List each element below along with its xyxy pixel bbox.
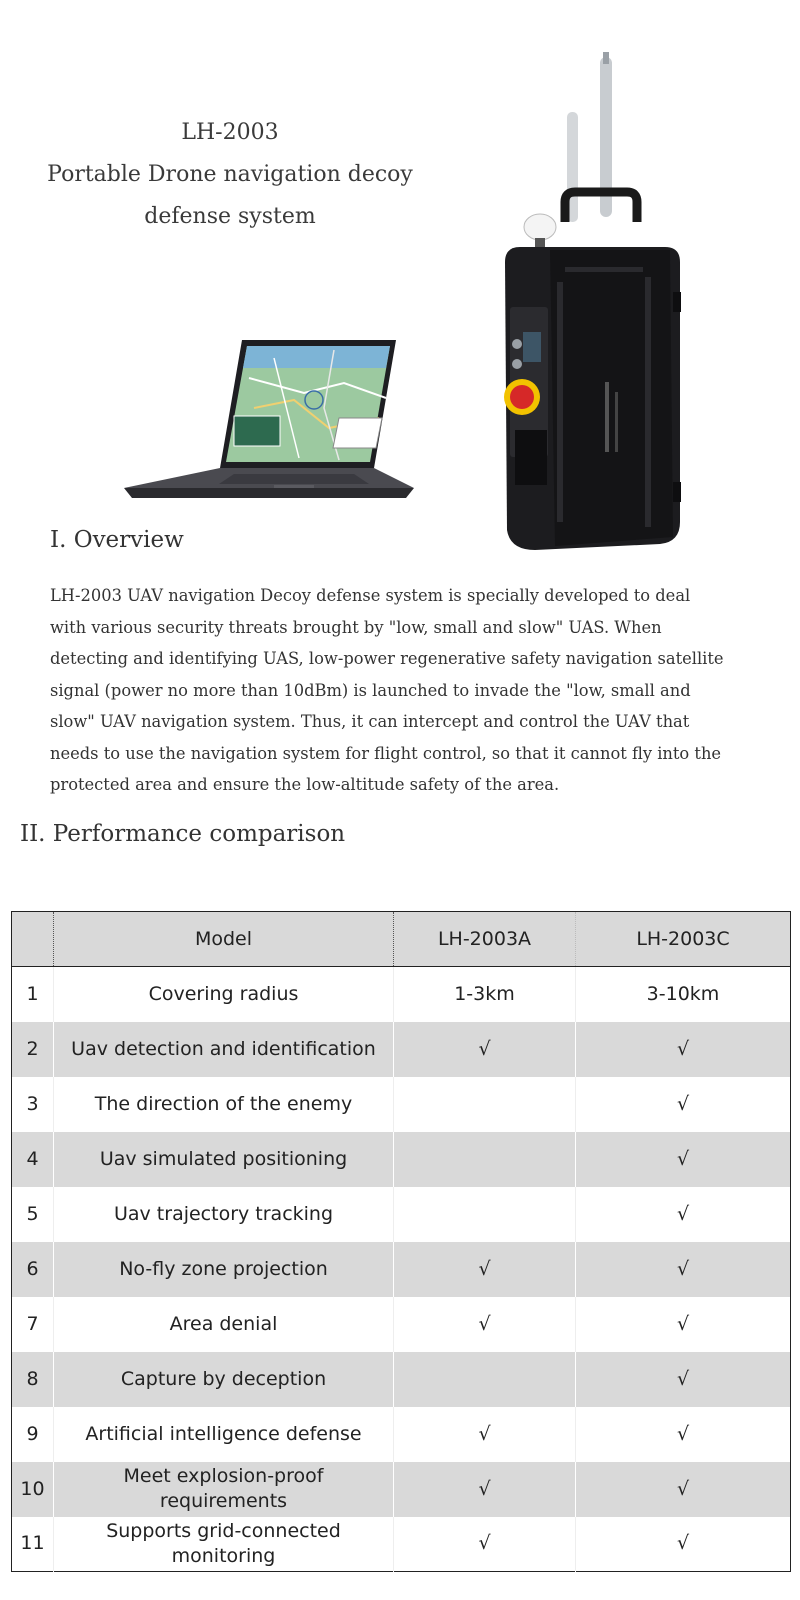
row-lh-2003c: √ [676,1257,690,1280]
row-lh-2003a [394,1132,576,1187]
overview-line: protected area and ensure the low-altitude safety of the area. [50,775,560,794]
row-lh-2003c: √ [676,1477,690,1500]
row-index: 3 [12,1077,54,1132]
row-lh-2003c: √ [676,1147,690,1170]
overview-line: slow" UAV navigation system. Thus, it can intercept and control the UAV that [50,712,690,731]
performance-table [11,911,791,1572]
row-index: 8 [12,1352,54,1407]
hero-subtitle-line1: Portable Drone navigation decoy [47,162,413,187]
row-index: 6 [12,1242,54,1297]
row-index: 2 [12,1022,54,1077]
row-index: 11 [12,1517,54,1572]
case-image [495,52,695,562]
overview-line: with various security threats brought by "low, small and slow" UAS. When [50,617,662,637]
row-feature: Area denial [54,1297,394,1352]
header-lh-2003c: LH-2003C [576,912,791,967]
table-row [12,1022,791,1077]
row-feature: Uav trajectory tracking [54,1187,394,1242]
overview-text [50,580,790,801]
hero-subtitle-line2: defense system [144,204,316,229]
row-lh-2003a [394,1187,576,1242]
laptop-image [124,338,414,513]
table-row [12,1517,791,1572]
row-lh-2003a [394,1077,576,1132]
row-feature: Supports grid-connected monitoring [54,1517,394,1572]
row-index: 7 [12,1297,54,1352]
row-index: 1 [12,967,54,1022]
row-feature: No-fly zone projection [54,1242,394,1297]
row-lh-2003c: √ [676,1312,690,1335]
hero-title [30,112,430,238]
table-header-row [12,912,791,967]
header-lh-2003a: LH-2003A [394,912,576,967]
row-lh-2003a: √ [394,1462,576,1517]
row-lh-2003c: √ [676,1202,690,1225]
overview-line: LH-2003 UAV navigation Decoy defense system is specially developed to deal [50,586,691,605]
table-row [12,967,791,1022]
row-lh-2003a: √ [394,1407,576,1462]
performance-heading: II. Performance comparison [20,821,346,847]
overview-line: signal (power no more than 10dBm) is launched to invade the "low, small and [50,680,691,700]
row-feature: Meet explosion-proof requirements [54,1462,394,1517]
row-lh-2003c: √ [676,1092,690,1115]
row-lh-2003c: √ [676,1367,690,1390]
row-index: 9 [12,1407,54,1462]
table-row [12,1462,791,1517]
hero-model: LH-2003 [181,120,279,145]
row-feature: Covering radius [54,967,394,1022]
table-row [12,1132,791,1187]
table-body [12,967,791,1572]
row-feature: Uav detection and identification [54,1022,394,1077]
table-row [12,1352,791,1407]
table-row [12,1077,791,1132]
table-row [12,1242,791,1297]
table-row [12,1187,791,1242]
row-lh-2003a: √ [394,1517,576,1572]
row-lh-2003c: √ [676,1037,690,1060]
table-row [12,1407,791,1462]
row-feature: Capture by deception [54,1352,394,1407]
row-feature: Artificial intelligence defense [54,1407,394,1462]
row-lh-2003a: √ [394,1297,576,1352]
row-index: 10 [12,1462,54,1517]
header-index [12,912,54,967]
row-lh-2003a [394,1352,576,1407]
row-lh-2003c: √ [676,1422,690,1445]
overview-line: needs to use the navigation system for flight control, so that it cannot fly into the [50,743,722,763]
row-lh-2003c: √ [676,1532,690,1555]
overview-line: detecting and identifying UAS, low-power regenerative safety navigation satellite [50,649,724,668]
row-feature: The direction of the enemy [54,1077,394,1132]
row-index: 4 [12,1132,54,1187]
table-row [12,1297,791,1352]
row-feature: Uav simulated positioning [54,1132,394,1187]
row-lh-2003a: √ [394,1242,576,1297]
header-model: Model [54,912,394,967]
row-lh-2003a: √ [394,1022,576,1077]
overview-heading: I. Overview [50,527,184,553]
row-lh-2003a: 1-3km [394,967,576,1022]
row-index: 5 [12,1187,54,1242]
row-lh-2003c: 3-10km [646,982,720,1005]
